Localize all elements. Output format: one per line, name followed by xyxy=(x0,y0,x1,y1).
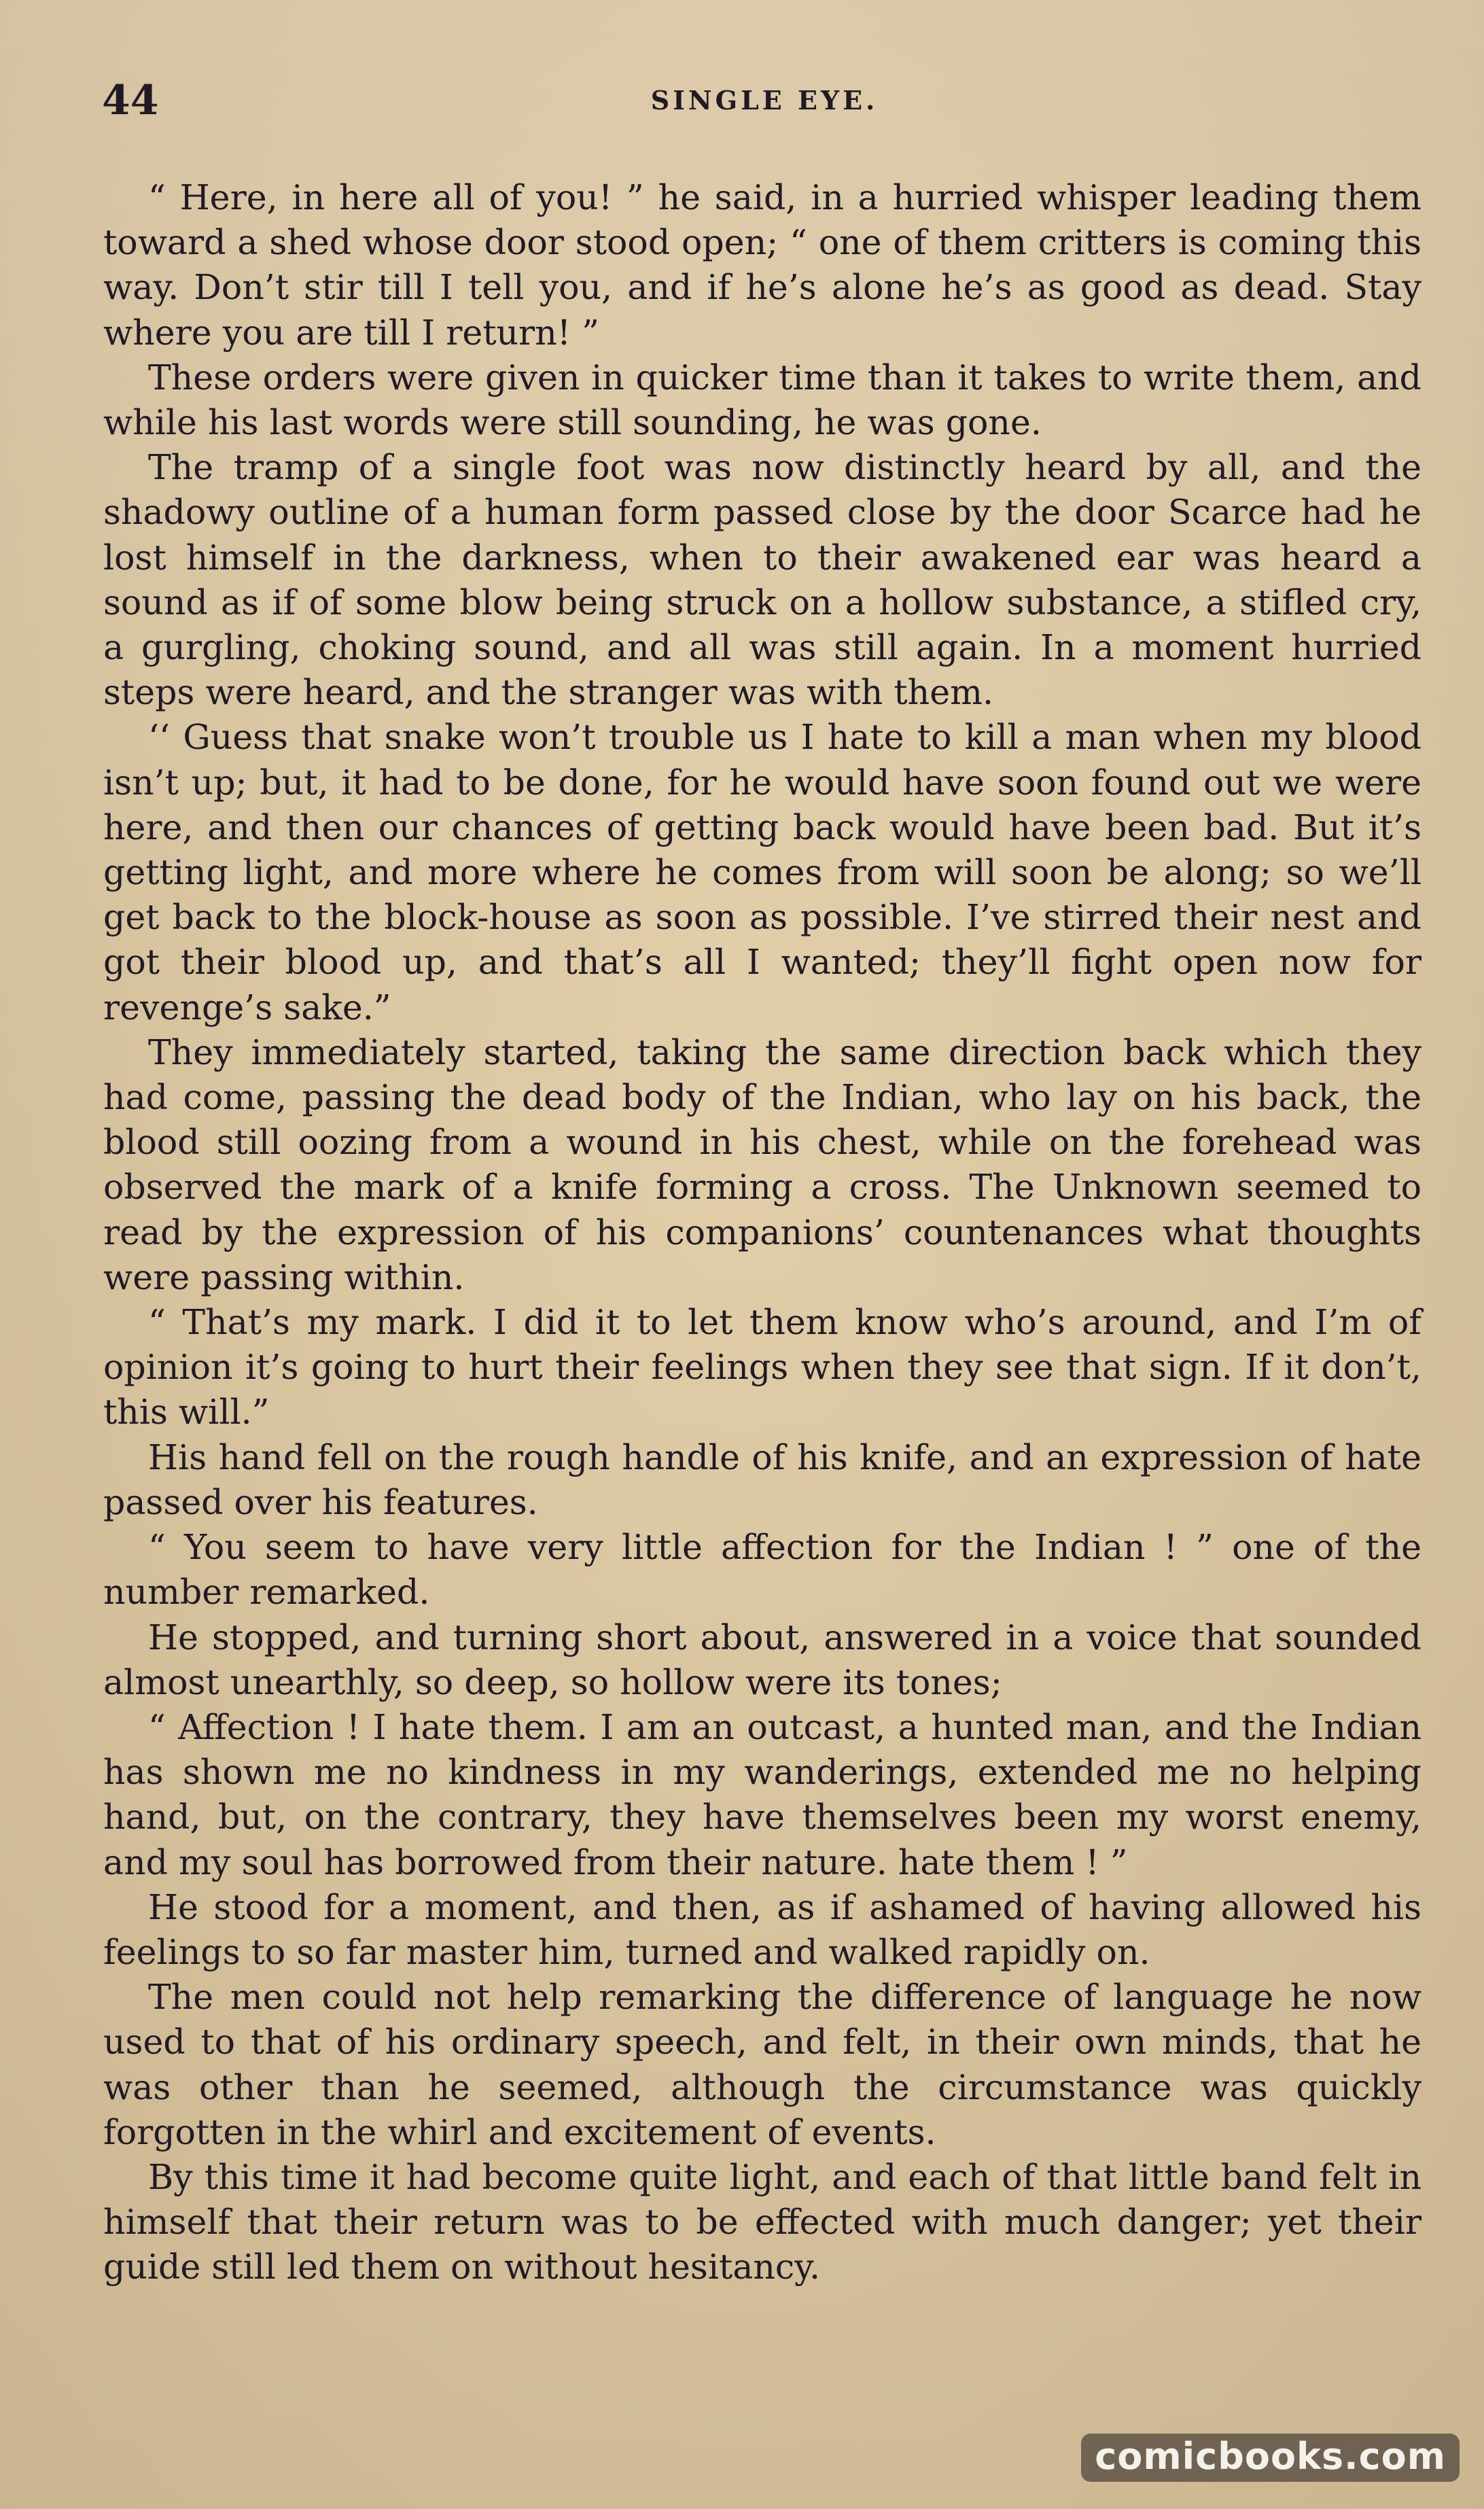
body-text xyxy=(103,175,1421,2290)
paragraph: “ Affection ! I hate them. I am an outcast, a hunted man, and the Indian has shown me no kindness in my wanderings, extended me no helping hand, but, on the contrary, they have themselves been my worst enemy, and my soul has borrowed from their nature. hate them ! ” xyxy=(103,1706,1421,1882)
page-number: 44 xyxy=(102,77,159,124)
watermark: comicbooks.com xyxy=(1081,2434,1460,2482)
paragraph: He stood for a moment, and then, as if ashamed of having allowed his feelings to so far master him, turned and walked rapidly on. xyxy=(103,1887,1421,1972)
paragraph: By this time it had become quite light, and each of that little band felt in himself that their return was to be effected with much danger; yet their guide still led them on without hesitancy. xyxy=(103,2156,1421,2287)
running-head: SINGLE EYE. xyxy=(650,85,879,116)
page-header xyxy=(102,73,1427,128)
paragraph: “ You seem to have very little affection for the Indian ! ” one of the number remarked. xyxy=(103,1527,1421,1613)
paragraph: They immediately started, taking the same direction back which they had come, passing the dead body of the Indian, who lay on his back, the blood still oozing from a wound in his chest, while on the forehead was observed the mark of a knife forming a cross. The Unknown seemed to read by the expression of his companions’ countenances what thoughts were passing within. xyxy=(103,1032,1421,1297)
paragraph: The men could not help remarking the difference of language he now used to that of his ordinary speech, and felt, in their own minds, that he was other than he seemed, although the circumstance was quickly forgotten in the whirl and excitement of events. xyxy=(103,1977,1421,2152)
paragraph: The tramp of a single foot was now distinctly heard by all, and the shadowy outline of a human form passed close by the door Scarce had he lost himself in the darkness, when to their awakened ear was heard a sound as if of some blow being struck on a hollow substance, a stifled cry, a gurgling, choking sound, and all was still again. In a moment hurried steps were heard, and the stranger was with them. xyxy=(103,447,1421,713)
paragraph: “ Here, in here all of you! ” he said, in a hurried whisper leading them toward a shed whose door stood open; “ one of them critters is coming this way. Don’t stir till I tell you, and if he’s alone he’s as good as dead. Stay where you are till I return! ” xyxy=(103,177,1421,353)
paragraph: These orders were given in quicker time than it takes to write them, and while his last words were still sounding, he was gone. xyxy=(103,357,1421,443)
paragraph: His hand fell on the rough handle of his knife, and an expression of hate passed over his features. xyxy=(103,1437,1421,1522)
paragraph: ‘‘ Guess that snake won’t trouble us I hate to kill a man when my blood isn’t up; but, it had to be done, for he would have soon found out we were here, and then our chances of getting back would have been bad. But it’s getting light, and more where he comes from will soon be along; so we’ll get back to the block-house as soon as possible. I’ve stirred their nest and got their blood up, and that’s all I wanted; they’ll fight open now for revenge’s sake.” xyxy=(103,717,1421,1028)
paragraph: He stopped, and turning short about, answered in a voice that sounded almost unearthly, so deep, so hollow were its tones; xyxy=(103,1617,1421,1702)
paragraph: “ That’s my mark. I did it to let them know who’s around, and I’m of opinion it’s going to hurt their feelings when they see that sign. If it don’t, this will.” xyxy=(103,1302,1421,1433)
